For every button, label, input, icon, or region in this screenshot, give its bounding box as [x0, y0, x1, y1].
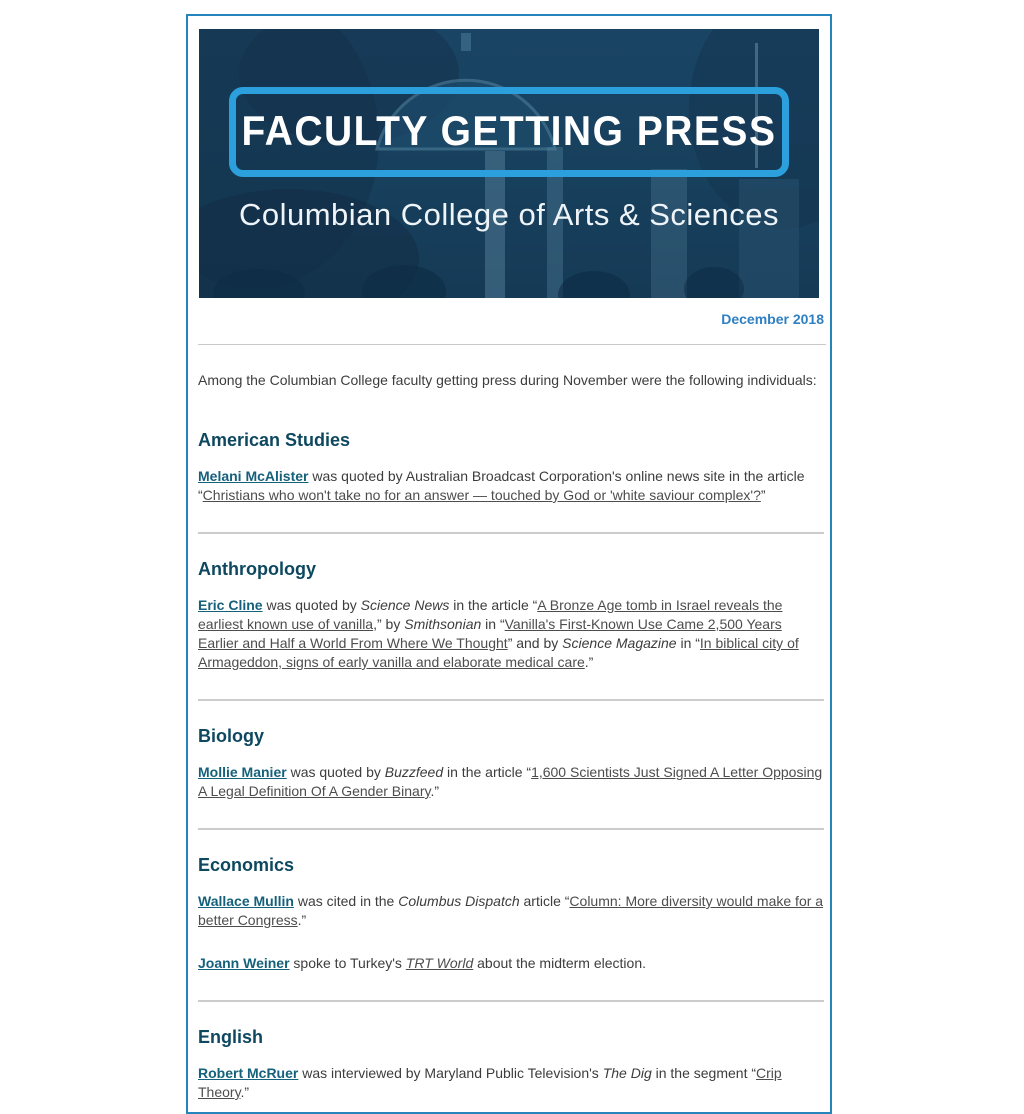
header-divider [198, 344, 826, 345]
banner-title: FACULTY GETTING PRESS [241, 108, 777, 155]
body-text: in the article “ [449, 597, 538, 613]
body-text: ,” by [373, 616, 405, 632]
article-title-link[interactable]: Column: More diversity would make for a better Congress [198, 893, 824, 928]
body-text: in the article “ [443, 764, 532, 780]
article-title-link[interactable]: Crip Theory [198, 1065, 782, 1100]
article-title-link[interactable]: Christians who won't take no for an answer — touched by God or 'white saviour complex'? [202, 487, 761, 503]
body-text: was quoted by [262, 597, 361, 613]
publication-link[interactable]: TRT World [405, 955, 474, 971]
publication-name: Science Magazine [562, 635, 677, 651]
body-text: about the midterm election. [473, 955, 647, 971]
article-title-link[interactable]: 1,600 Scientists Just Signed A Letter Opposing A Legal Definition Of A Gender Binary [198, 764, 823, 799]
body-text: .” [430, 783, 439, 799]
body-text: ” and by [507, 635, 563, 651]
body-text: ” [760, 487, 766, 503]
section-divider [198, 699, 824, 701]
section-heading: Anthropology [198, 559, 316, 579]
faculty-name-link[interactable]: Melani McAlister [198, 468, 309, 484]
publication-name: The Dig [602, 1065, 652, 1081]
article-title-link[interactable]: Vanilla's First-Known Use Came 2,500 Years Earlier and Half a World From Where We Thought [198, 616, 782, 651]
body-text: .” [240, 1084, 250, 1100]
section-heading: English [198, 1027, 264, 1047]
body-text: spoke to Turkey's [289, 955, 406, 971]
article-title-link[interactable]: In biblical city of Armageddon, signs of early vanilla and elaborate medical care [198, 635, 799, 670]
banner-subtitle: Columbian College of Arts & Sciences [238, 197, 780, 232]
publication-name: Science News [360, 597, 450, 613]
news-paragraph [198, 763, 824, 801]
faculty-name-link[interactable]: Wallace Mullin [198, 893, 294, 909]
newsletter-body [188, 371, 830, 1102]
section-divider [198, 828, 824, 830]
body-text: .” [584, 654, 594, 670]
body-text: was quoted by [286, 764, 385, 780]
banner-image [199, 29, 819, 298]
publication-name: Buzzfeed [384, 764, 444, 780]
body-text: in “ [676, 635, 700, 651]
email-frame [186, 14, 832, 1114]
section-heading: Economics [198, 855, 295, 875]
faculty-name-link[interactable]: Eric Cline [198, 597, 263, 613]
article-title-link[interactable]: A Bronze Age tomb in Israel reveals the earliest known use of vanilla [198, 597, 783, 632]
publication-name: Smithsonian [404, 616, 482, 632]
intro-text: Among the Columbian College faculty getting press during November were the following individuals: [198, 372, 817, 388]
news-paragraph [198, 892, 824, 930]
faculty-name-link[interactable]: Robert McRuer [198, 1065, 299, 1081]
body-text: .” [297, 912, 307, 928]
section-divider [198, 1000, 824, 1002]
sections-container [198, 429, 824, 1102]
faculty-name-link[interactable]: Joann Weiner [198, 955, 290, 971]
banner-title-box [229, 87, 789, 177]
body-text: in the segment “ [651, 1065, 757, 1081]
body-text: article “ [519, 893, 570, 909]
body-text: was quoted by Australian Broadcast Corporation's online news site in the article “ [198, 468, 805, 503]
section-heading: American Studies [198, 430, 351, 450]
faculty-name-link[interactable]: Mollie Manier [198, 764, 287, 780]
news-paragraph [198, 596, 824, 672]
publication-name: Columbus Dispatch [398, 893, 520, 909]
section-divider [198, 532, 824, 534]
body-text: was cited in the [293, 893, 399, 909]
news-paragraph [198, 1064, 824, 1102]
issue-date: December 2018 [721, 311, 824, 327]
news-paragraph [198, 467, 824, 505]
news-paragraph [198, 954, 824, 973]
body-text: in “ [481, 616, 505, 632]
section-heading: Biology [198, 726, 264, 746]
body-text: was interviewed by Maryland Public Television's [298, 1065, 603, 1081]
